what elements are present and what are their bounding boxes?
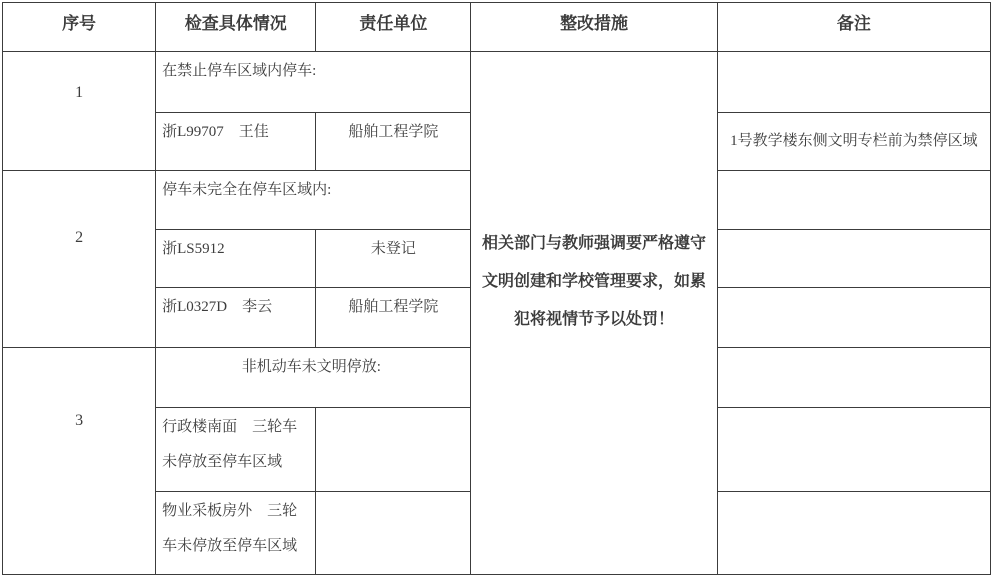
remark-cell	[717, 348, 990, 408]
header-row	[3, 3, 991, 52]
entry-unit-cell: 船舶工程学院	[316, 288, 471, 348]
group3-category-cell: 非机动车未文明停放:	[156, 348, 471, 408]
remark-cell	[717, 492, 990, 575]
entry-detail-cell: 浙LS5912	[156, 230, 316, 288]
header-remark: 备注	[717, 3, 990, 52]
remark-cell	[717, 230, 990, 288]
remark-cell	[717, 288, 990, 348]
group3-index-cell: 3	[3, 348, 156, 575]
group2-index-cell: 2	[3, 171, 156, 348]
entry-detail-cell: 浙L0327D 李云	[156, 288, 316, 348]
entry-detail-cell: 浙L99707 王佳	[156, 113, 316, 171]
remark-cell	[717, 171, 990, 230]
remark-cell	[717, 52, 990, 113]
group1-category-cell: 在禁止停车区域内停车:	[156, 52, 471, 113]
entry-detail-cell: 物业采板房外 三轮车未停放至停车区域	[156, 492, 316, 575]
header-detail: 检查具体情况	[156, 3, 316, 52]
entry-detail-cell: 行政楼南面 三轮车未停放至停车区域	[156, 408, 316, 492]
header-unit: 责任单位	[316, 3, 471, 52]
header-index: 序号	[3, 3, 156, 52]
header-measure: 整改措施	[471, 3, 717, 52]
entry-unit-cell	[316, 492, 471, 575]
group1-category-row	[3, 52, 991, 113]
measure-cell	[471, 52, 717, 575]
measure-text: 相关部门与教师强调要严格遵守文明创建和学校管理要求，如累犯将视情节予以处罚！	[482, 235, 707, 328]
entry-unit-cell	[316, 408, 471, 492]
group2-category-cell: 停车未完全在停车区域内:	[156, 171, 471, 230]
entry-unit-cell: 船舶工程学院	[316, 113, 471, 171]
inspection-table	[2, 2, 991, 575]
entry-unit-cell: 未登记	[316, 230, 471, 288]
remark-cell: 1号教学楼东侧文明专栏前为禁停区域	[717, 113, 990, 171]
remark-cell	[717, 408, 990, 492]
group1-index-cell: 1	[3, 52, 156, 171]
